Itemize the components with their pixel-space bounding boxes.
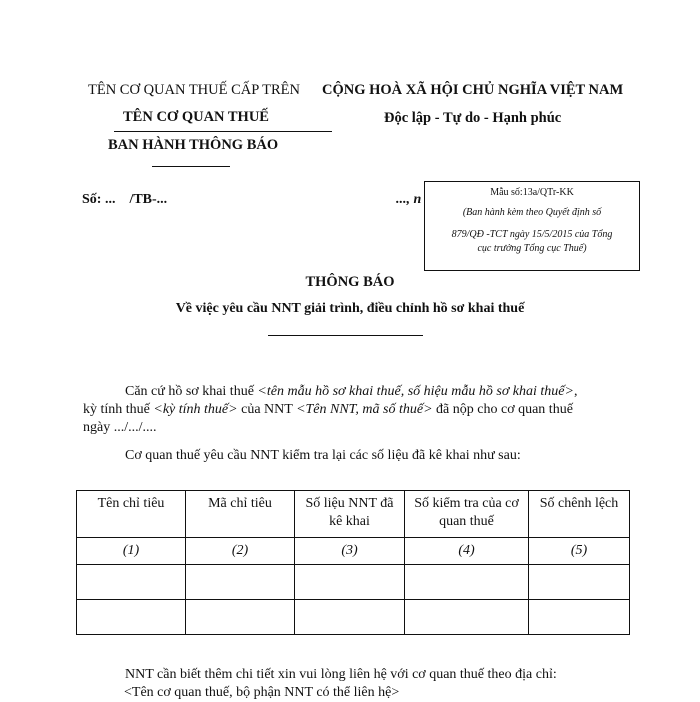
p1-text-h: đã nộp cho cơ quan thuế xyxy=(432,402,573,417)
paragraph-request: Cơ quan thuế yêu cầu NNT kiểm tra lại các số liệu đã kê khai như sau: xyxy=(125,448,521,463)
agency-underline xyxy=(114,131,332,132)
paragraph-basis xyxy=(83,383,631,437)
figures-table xyxy=(76,490,630,635)
table-cell xyxy=(77,600,186,635)
p1-text-a: Căn cứ hồ sơ khai thuế xyxy=(125,384,258,399)
table-row xyxy=(77,565,630,600)
p1-text-c: , xyxy=(573,384,578,399)
table-header-cell: Tên chỉ tiêu xyxy=(77,491,186,538)
p1-taxpayer-placeholder: <Tên NNT, mã số thuế> xyxy=(296,402,433,417)
p1-date: ngày .../.../.... xyxy=(83,420,157,435)
title-underline xyxy=(268,335,423,336)
table-cell xyxy=(405,600,529,635)
table-cell xyxy=(186,565,295,600)
superior-agency: TÊN CƠ QUAN THUẾ CẤP TRÊN xyxy=(88,82,300,98)
table-cell xyxy=(295,565,405,600)
table-number-cell: (1) xyxy=(77,538,186,565)
form-code: Mẫu số:13a/QTr-KK xyxy=(490,187,574,198)
table-header-cell: Số liệu NNT đã kê khai xyxy=(295,491,405,538)
contact-placeholder: <Tên cơ quan thuế, bộ phận NNT có thể liên hệ> xyxy=(124,685,400,700)
table-number-cell: (3) xyxy=(295,538,405,565)
issuing-unit: BAN HÀNH THÔNG BÁO xyxy=(108,137,279,153)
table-cell xyxy=(186,600,295,635)
table-cell xyxy=(77,565,186,600)
motto: Độc lập - Tự do - Hạnh phúc xyxy=(384,110,562,126)
agency-name: TÊN CƠ QUAN THUẾ xyxy=(123,109,269,125)
p1-period-placeholder: <kỳ tính thuế> xyxy=(153,402,238,417)
form-ref-line2: 879/QĐ -TCT ngày 15/5/2015 của Tổng xyxy=(451,229,613,240)
table-row xyxy=(77,600,630,635)
issuing-underline xyxy=(152,166,230,167)
table-cell xyxy=(405,565,529,600)
form-code-box xyxy=(424,181,640,271)
document-subtitle: Về việc yêu cầu NNT giải trình, điều chỉnh hồ sơ khai thuế xyxy=(175,301,525,316)
paragraph-contact: NNT cần biết thêm chi tiết xin vui lòng liên hệ với cơ quan thuế theo địa chỉ: xyxy=(125,667,557,682)
table-cell xyxy=(295,600,405,635)
table-cell xyxy=(529,600,630,635)
table-header-row xyxy=(77,491,630,538)
document-title: THÔNG BÁO xyxy=(305,274,395,290)
p1-text-d: kỳ tính thuế xyxy=(83,402,154,417)
table-cell xyxy=(529,565,630,600)
table-number-cell: (2) xyxy=(186,538,295,565)
form-ref-line1: (Ban hành kèm theo Quyết định số xyxy=(462,207,602,218)
table-header-cell: Số chênh lệch xyxy=(529,491,630,538)
table-number-row xyxy=(77,538,630,565)
form-ref-line3: cục trưởng Tổng cục Thuế) xyxy=(477,243,587,254)
p1-text-f: của NNT xyxy=(237,402,297,417)
p1-form-placeholder: <tên mẫu hồ sơ khai thuế, số hiệu mẫu hồ sơ khai thuế> xyxy=(257,384,574,399)
table-number-cell: (4) xyxy=(405,538,529,565)
date-fragment: ..., n xyxy=(396,192,422,207)
table-number-cell: (5) xyxy=(529,538,630,565)
table-header-cell: Mã chỉ tiêu xyxy=(186,491,295,538)
document-number: Số: ... /TB-... xyxy=(82,192,168,207)
country-name: CỘNG HOÀ XÃ HỘI CHỦ NGHĨA VIỆT NAM xyxy=(322,82,624,98)
table-header-cell: Số kiểm tra của cơ quan thuế xyxy=(405,491,529,538)
